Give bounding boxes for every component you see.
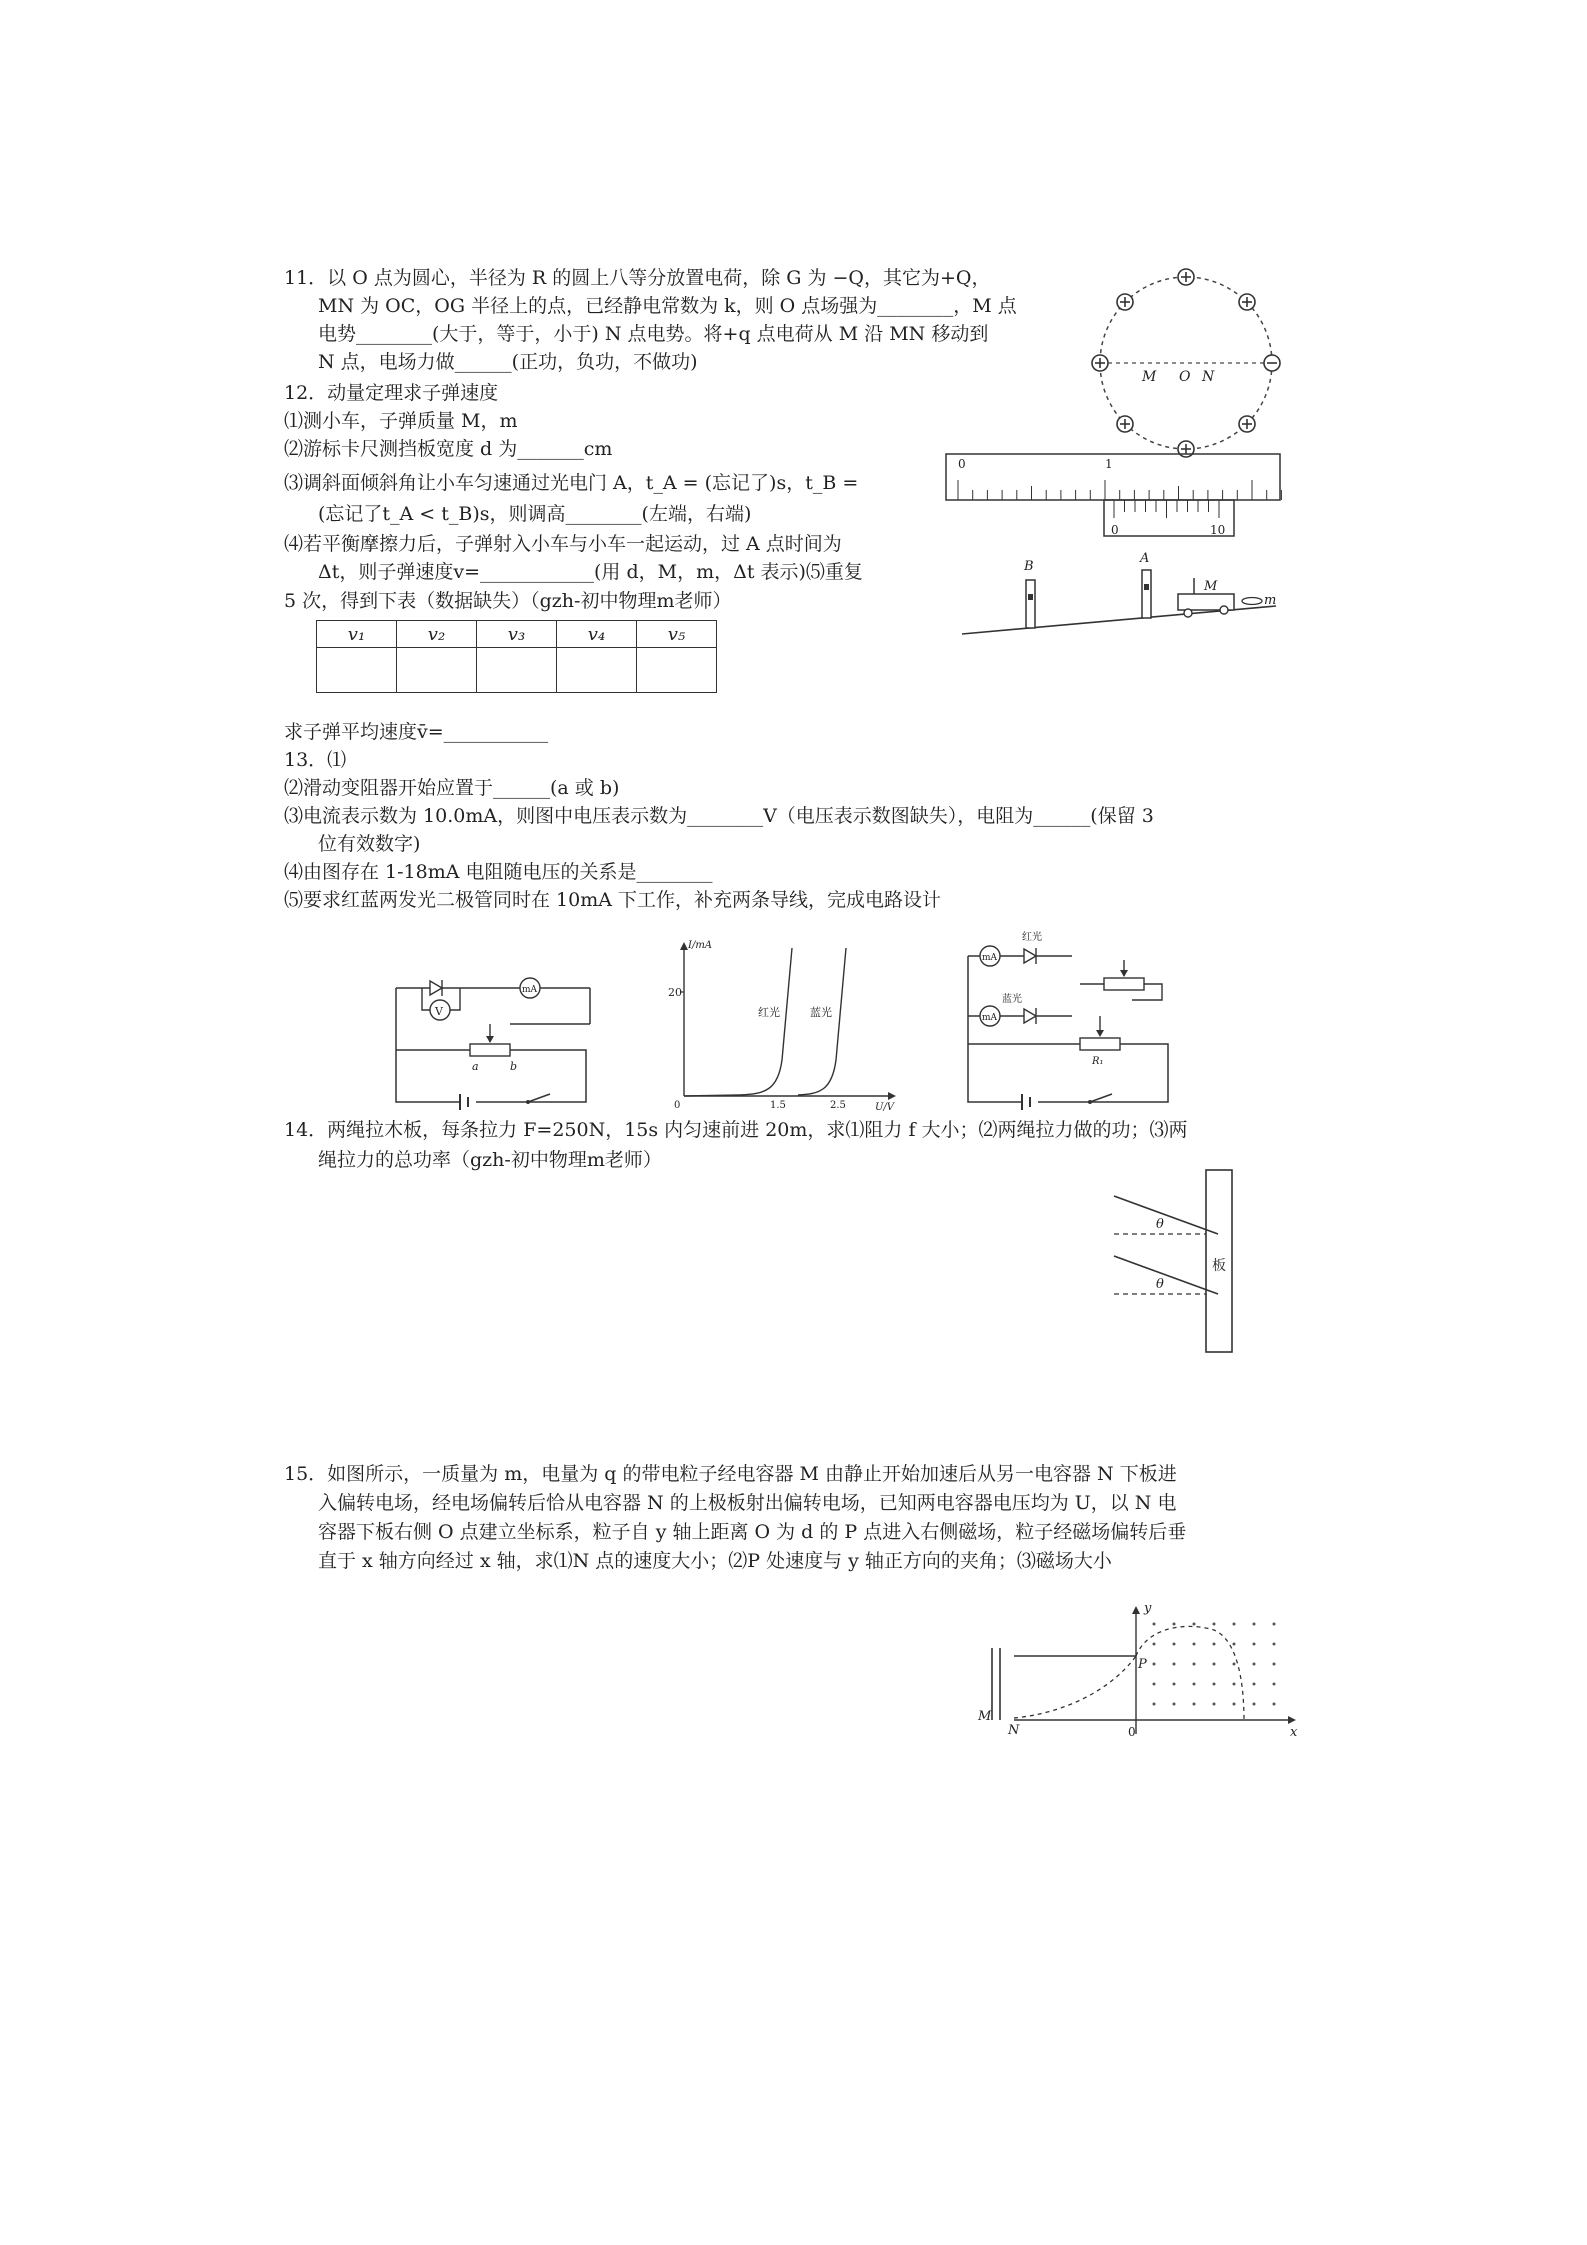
circuit2-blue-label: 蓝光 <box>1002 994 1022 1005</box>
capacitor-n-label: N <box>1008 1723 1020 1738</box>
graph-x0: 0 <box>674 1100 681 1111</box>
x-axis-label: x <box>1290 1725 1298 1740</box>
graph-x25: 2.5 <box>830 1100 846 1111</box>
q12-step1: ⑴测小车，子弹质量 M，m <box>284 410 518 432</box>
q11-label-o: O <box>1179 369 1191 385</box>
q13-step3b: 位有效数字) <box>318 833 421 855</box>
q11-line3: 电势________(大于，等于，小于) N 点电势。将+q 点电荷从 M 沿 MN 移动到 <box>318 323 989 345</box>
q14-line2: 绳拉力的总功率（gzh-初中物理m老师） <box>318 1149 662 1171</box>
q11-charge-circle-figure <box>1090 270 1290 450</box>
q13-step3a: ⑶电流表示数为 10.0mA，则图中电压表示数为________V（电压表示数图缺失），电阻为______(保留 3 <box>284 805 1154 827</box>
q12-vernier-caliper-figure <box>944 450 1284 540</box>
caliper-main-1: 1 <box>1105 457 1113 471</box>
graph-blue-label: 蓝光 <box>810 1006 832 1019</box>
table-cell <box>557 648 637 693</box>
table-header-v3: v₃ <box>477 621 557 648</box>
q12-cart-incline-figure <box>960 550 1280 640</box>
q15-line2: 入偏转电场，经电场偏转后恰从电容器 N 的上极板射出偏转电场，已知两电容器电压均为 U，以 N 电 <box>318 1492 1177 1514</box>
q12-title: 12．动量定理求子弹速度 <box>284 382 499 404</box>
caliper-main-0: 0 <box>958 457 966 471</box>
graph-xlabel: U/V <box>875 1102 895 1113</box>
q12-average: 求子弹平均速度v̄=___________ <box>284 721 549 743</box>
q13-iu-graph-figure <box>668 940 900 1113</box>
gate-a-label: A <box>1140 551 1150 566</box>
q13-step4: ⑷由图存在 1-18mA 电阻随电压的关系是________ <box>284 861 713 883</box>
q13-step5: ⑸要求红蓝两发光二极管同时在 10mA 下工作，补充两条导线，完成电路设计 <box>284 889 941 911</box>
board-label: 板 <box>1212 1258 1226 1274</box>
theta-lower: θ <box>1156 1277 1164 1292</box>
table-header-v4: v₄ <box>557 621 637 648</box>
y-axis-label: y <box>1144 1601 1152 1616</box>
q15-line1: 15．如图所示，一质量为 m，电量为 q 的带电粒子经电容器 M 由静止开始加速后从另一电容器 N 下板进 <box>284 1463 1177 1485</box>
q15-line4: 直于 x 轴方向经过 x 轴，求⑴N 点的速度大小；⑵P 处速度与 y 轴正方向的夹角；⑶磁场大小 <box>318 1550 1112 1572</box>
table-header-v5: v₅ <box>637 621 717 648</box>
theta-upper: θ <box>1156 1217 1164 1232</box>
graph-ylabel: I/mA <box>688 940 713 951</box>
table-cell <box>397 648 477 693</box>
capacitor-m-label: M <box>978 1709 992 1724</box>
q14-line1: 14．两绳拉木板，每条拉力 F=250N，15s 内匀速前进 20m，求⑴阻力 f 大小；⑵两绳拉力做的功；⑶两 <box>284 1119 1188 1141</box>
circuit1-v-label: V <box>435 1005 443 1018</box>
table-header-v2: v₂ <box>397 621 477 648</box>
q12-step4a: ⑷若平衡摩擦力后，子弹射入小车与小车一起运动，过 A 点时间为 <box>284 533 842 555</box>
q12-step4c: 5 次，得到下表（数据缺失）（gzh-初中物理m老师） <box>284 590 732 612</box>
q15-deflection-figure <box>978 1601 1298 1744</box>
table-cell <box>637 648 717 693</box>
q13-step2: ⑵滑动变阻器开始应置于______(a 或 b) <box>284 777 620 799</box>
circuit1-ma-label: mA <box>522 985 538 995</box>
circuit2-red-label: 红光 <box>1022 932 1042 943</box>
q11-label-n: N <box>1202 369 1215 385</box>
circuit2-r-label: R₁ <box>1092 1056 1104 1067</box>
slider-end-a: a <box>472 1060 479 1073</box>
q13-circuit-2-figure <box>962 920 1192 1110</box>
graph-y20: 20 <box>668 986 682 999</box>
graph-red-label: 红光 <box>758 1006 780 1019</box>
q11-line4: N 点，电场力做______(正功，负功，不做功) <box>318 351 698 373</box>
caliper-vernier-0: 0 <box>1111 523 1119 537</box>
gate-b-label: B <box>1024 559 1034 574</box>
q11-line1: 11．以 O 点为圆心，半径为 R 的圆上八等分放置电荷，除 G 为 −Q，其它为+Q， <box>284 267 991 289</box>
q11-label-m: M <box>1142 369 1157 385</box>
graph-x15: 1.5 <box>770 1100 786 1111</box>
q12-step2: ⑵游标卡尺测挡板宽度 d 为_______cm <box>284 438 613 460</box>
q12-step3b: (忘记了t_A < t_B)s，则调高________(左端，右端) <box>318 503 752 525</box>
slider-end-b: b <box>510 1060 518 1073</box>
table-cell <box>317 648 397 693</box>
caliper-vernier-10: 10 <box>1210 523 1226 537</box>
bullet-m-label: m <box>1264 593 1277 608</box>
circuit2-ma-bottom: mA <box>982 1013 998 1023</box>
q11-line2: MN 为 OC，OG 半径上的点，已经静电常数为 k，则 O 点场强为________，M 点 <box>318 295 1017 317</box>
q13-circuit-1-figure <box>390 970 590 1110</box>
q12-velocity-table <box>316 620 717 693</box>
table-cell <box>477 648 557 693</box>
circuit2-ma-top: mA <box>982 953 998 963</box>
table-header-v1: v₁ <box>317 621 397 648</box>
q14-rope-board-figure <box>1106 1168 1246 1358</box>
q12-step3a: ⑶调斜面倾斜角让小车匀速通过光电门 A，t_A = (忘记了)s，t_B = <box>284 472 859 494</box>
q15-line3: 容器下板右侧 O 点建立坐标系，粒子自 y 轴上距离 O 为 d 的 P 点进入右侧磁场，粒子经磁场偏转后垂 <box>318 1521 1187 1543</box>
origin-label: 0 <box>1128 1725 1136 1739</box>
cart-m-label: M <box>1204 579 1218 594</box>
q12-step4b: Δt，则子弹速度v=____________(用 d，M，m，Δt 表示)⑸重复 <box>318 561 863 583</box>
point-p-label: P <box>1138 1657 1147 1672</box>
q13-step1: 13．⑴ <box>284 749 347 771</box>
